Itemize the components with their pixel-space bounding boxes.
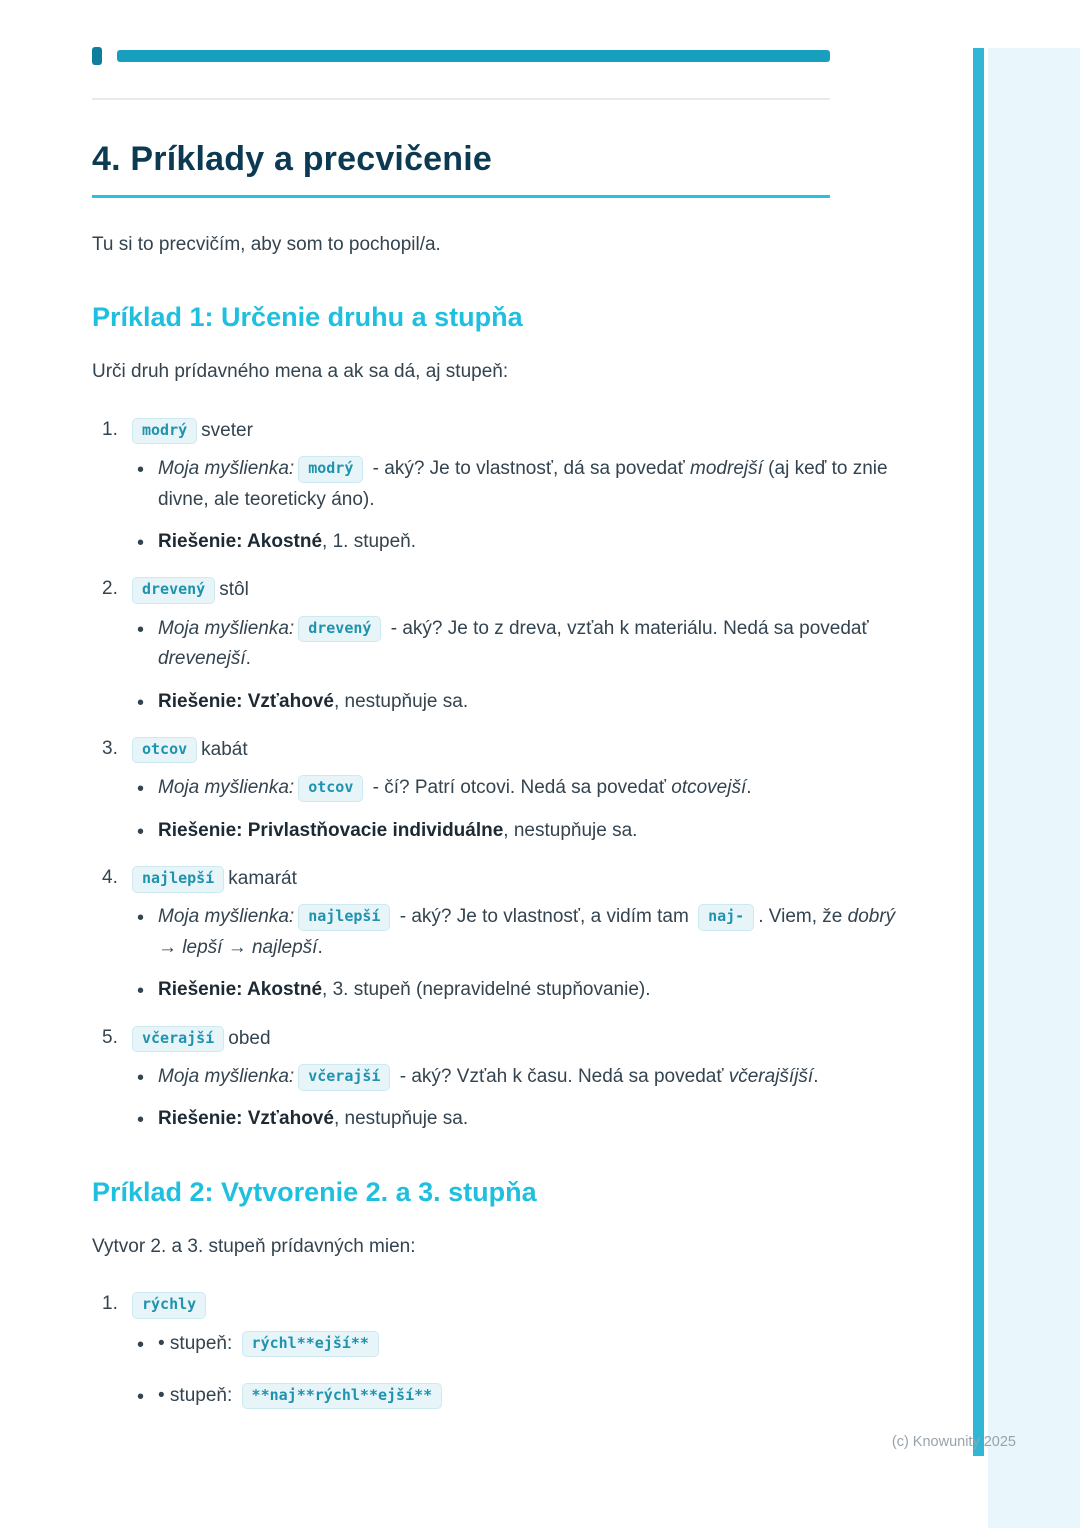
document-page: [92, 0, 906, 1433]
code-chip: drevený: [298, 616, 381, 643]
solution-rest: , nestupňuje sa.: [503, 819, 638, 841]
solution-line: [128, 687, 906, 717]
thought-italic: modrejší: [690, 458, 763, 480]
list-item: [92, 735, 906, 846]
item-number: 4.: [102, 867, 118, 889]
thought-text: - aký? Je to vlastnosť, dá sa povedať: [367, 458, 691, 480]
accent-bar: [117, 50, 830, 62]
code-chip: včerajší: [298, 1064, 390, 1091]
item-head: [128, 416, 906, 446]
step-prefix: • stupeň:: [158, 1384, 238, 1406]
code-chip: modrý: [298, 456, 363, 483]
intro-text: Tu si to precvičím, aby som to pochopil/a.: [92, 234, 441, 255]
thought-tail: .: [245, 648, 251, 670]
thought-label: Moja myšlienka:: [158, 1066, 295, 1088]
item-bullets: [128, 614, 906, 717]
solution-line: [128, 527, 906, 557]
section1-instruction: Urči druh prídavného mena a ak sa dá, aj stupeň:: [92, 361, 509, 383]
code-chip: drevený: [132, 577, 215, 604]
example1-list: [92, 416, 906, 1135]
thought-label: Moja myšlienka:: [158, 777, 295, 799]
item-number: 1.: [102, 418, 118, 440]
code-chip: najlepší: [132, 866, 224, 893]
right-margin-panel: [988, 48, 1080, 1528]
list-item: [92, 864, 906, 1006]
thought-tail: (aj keď to znie divne, ale teoreticky áno).: [158, 458, 888, 510]
code-chip: **naj**rýchl**ejší**: [242, 1383, 443, 1410]
thought-label: Moja myšlienka:: [158, 458, 295, 480]
solution-rest: , 3. stupeň (nepravidelné stupňovanie).: [322, 979, 651, 1001]
copyright-text: (c) Knowunity 2025: [891, 1434, 1016, 1450]
item-number: 5.: [102, 1026, 118, 1048]
solution-line: [128, 1104, 906, 1134]
thought-italic: včerajšíjší: [728, 1066, 814, 1088]
thought-italic: drevenejší: [158, 648, 246, 670]
code-chip: naj-: [698, 904, 754, 931]
example2-list: [92, 1290, 906, 1411]
item-head: [128, 1024, 906, 1054]
code-chip: otcov: [132, 737, 197, 764]
top-accent: [92, 47, 830, 65]
item-number: 1.: [102, 1293, 118, 1315]
item-noun: kabát: [201, 738, 248, 760]
code-chip: modrý: [132, 418, 197, 445]
thought-tail: .: [317, 936, 323, 958]
thought-tail: .: [813, 1066, 819, 1088]
item-bullets: [128, 773, 906, 846]
item-noun: obed: [228, 1027, 271, 1049]
item-noun: kamarát: [228, 868, 297, 890]
accent-cap: [92, 47, 102, 65]
section2-title: Príklad 2: Vytvorenie 2. a 3. stupňa: [92, 1176, 537, 1207]
section2-instruction: Vytvor 2. a 3. stupeň prídavných mien:: [92, 1235, 416, 1257]
thought-line: [128, 902, 906, 963]
thought-italic: dobrý → lepší → najlepší: [158, 906, 896, 958]
thought-text: - aký? Je to z dreva, vzťah k materiálu. Nedá sa povedať: [385, 617, 869, 639]
solution-rest: , nestupňuje sa.: [333, 690, 469, 712]
solution-rest: , nestupňuje sa.: [333, 1108, 469, 1130]
thought-label: Moja myšlienka:: [158, 906, 295, 928]
thought-label: Moja myšlienka:: [158, 617, 295, 639]
item-noun: sveter: [201, 419, 253, 441]
thought-italic: otcovejší: [671, 777, 747, 799]
solution-bold: Riešenie: Vzťahové: [158, 1108, 334, 1130]
code-chip: otcov: [298, 775, 363, 802]
item-bullets: [128, 902, 906, 1005]
thought-text: - čí? Patrí otcovi. Nedá sa povedať: [367, 777, 672, 799]
thought-text: - aký? Je to vlastnosť, a vidím tam: [394, 906, 695, 928]
list-item: [92, 1290, 906, 1411]
thought-text: - aký? Vzťah k času. Nedá sa povedať: [394, 1066, 729, 1088]
item-head: [128, 1290, 906, 1320]
list-item: [92, 575, 906, 717]
item-head: [128, 735, 906, 765]
solution-line: [128, 816, 906, 846]
solution-rest: , 1. stupeň.: [322, 530, 417, 552]
item-bullets: [128, 454, 906, 557]
solution-bold: Riešenie: Akostné: [158, 979, 323, 1001]
code-chip: včerajší: [132, 1026, 224, 1053]
item-bullets: [128, 1062, 906, 1135]
thought-line: [128, 614, 906, 675]
item-number: 2.: [102, 578, 118, 600]
item-number: 3.: [102, 737, 118, 759]
code-chip: rýchl**ejší**: [242, 1331, 379, 1358]
solution-bold: Riešenie: Akostné: [158, 530, 323, 552]
divider-line: [92, 98, 830, 100]
thought-line: [128, 773, 906, 803]
solution-line: [128, 975, 906, 1005]
solution-bold: Riešenie: Privlastňovacie individuálne: [158, 819, 504, 841]
page-title: 4. Príklady a precvičenie: [92, 140, 830, 198]
thought-line: [128, 454, 906, 515]
solution-bold: Riešenie: Vzťahové: [158, 690, 334, 712]
item-noun: stôl: [219, 579, 249, 601]
step-line: [128, 1381, 906, 1411]
step-line: [128, 1329, 906, 1359]
step-prefix: • stupeň:: [158, 1332, 238, 1354]
list-item: [92, 1024, 906, 1135]
thought-tail: .: [746, 777, 752, 799]
code-chip: najlepší: [298, 904, 390, 931]
item-bullets: [128, 1329, 906, 1412]
item-head: [128, 575, 906, 605]
code-chip: rýchly: [132, 1292, 206, 1319]
section1-title: Príklad 1: Určenie druhu a stupňa: [92, 302, 523, 333]
thought-line: [128, 1062, 906, 1092]
list-item: [92, 416, 906, 558]
thought-mid: . Viem, že: [758, 906, 848, 928]
item-head: [128, 864, 906, 894]
right-accent-bar: [973, 48, 984, 1456]
